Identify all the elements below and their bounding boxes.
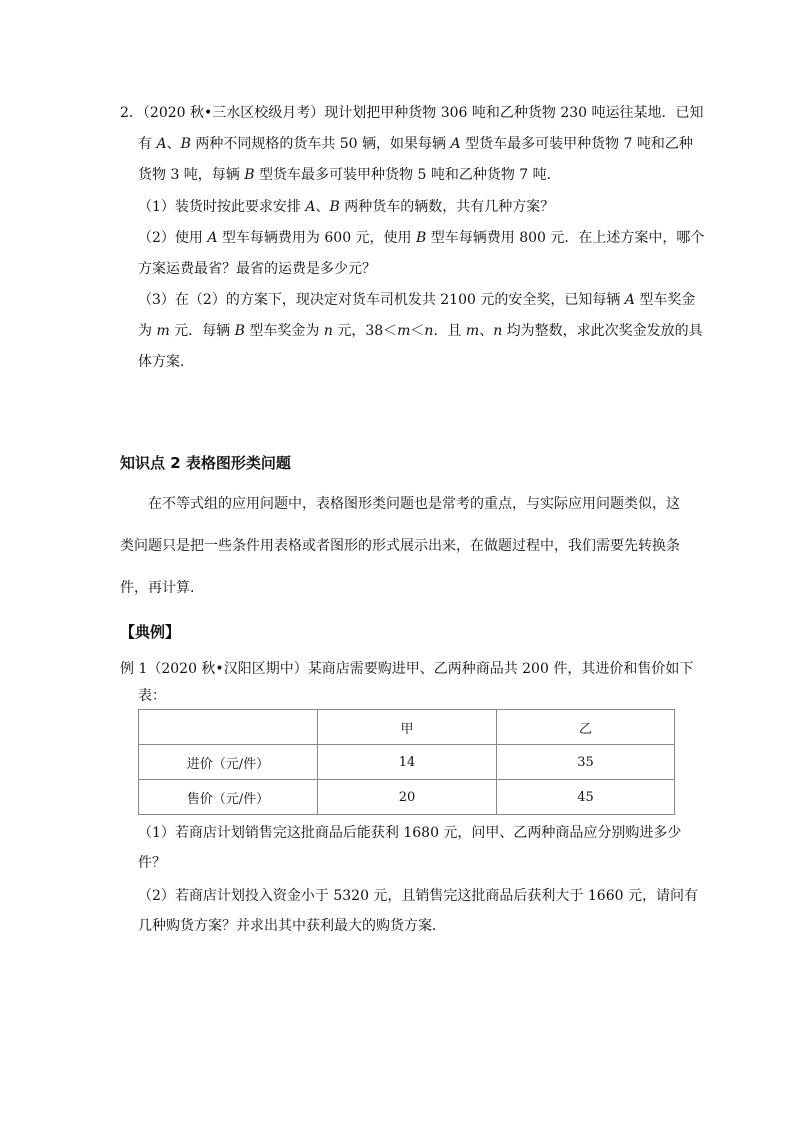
example1-question-2-cont: 几种购货方案？并求出其中获利最大的购货方案． [138,918,446,934]
price-table-row [139,780,675,815]
problem2-line-2: 有 A、B 两种不同规格的货车共 50 辆，如果每辆 A 型货车最多可装甲种货物 7 吨和乙种 [138,136,693,152]
price-table-header-empty [139,710,318,745]
problem2-question-2-cont: 方案运费最省？最省的运费是多少元？ [138,261,376,277]
price-table-cell: 20 [318,780,497,815]
problem2-question-3-cont: 为 m 元．每辆 B 型车奖金为 n 元，38＜m＜n．且 m、n 均为整数，求此次奖金发放的具 [138,323,703,339]
problem2-question-1: （1）装货时按此要求安排 A、B 两种货车的辆数，共有几种方案？ [138,199,555,215]
price-table-cell: 14 [318,745,497,780]
example1-question-2: （2）若商店计划投入资金小于 5320 元，且销售完这批商品后获利大于 1660 元，请问有 [138,888,698,904]
problem2-question-2: （2）使用 A 型车每辆费用为 600 元，使用 B 型车每辆费用 800 元．在上述方案中，哪个 [138,230,705,246]
example1-line-1: 例 1（2020 秋•汉阳区期中）某商店需要购进甲、乙两种商品共 200 件，其进价和售价如下 [120,661,694,677]
price-table-cell: 35 [497,745,675,780]
price-table-cell: 45 [497,780,675,815]
section-heading: 知识点 2 表格图形类问题 [120,454,291,472]
price-table-cell: 售价（元/件） [139,780,318,815]
price-table-header-jia: 甲 [318,710,497,745]
example1-question-1: （1）若商店计划销售完这批商品后能获利 1680 元，问甲、乙两种商品应分别购进多少 [138,825,682,841]
price-table-header-row [139,710,675,745]
problem2-question-3-end: 体方案． [138,354,194,370]
example-label: 【典例】 [120,623,181,641]
example1-line-2: 表： [138,688,166,704]
section-paragraph-line-1: 在不等式组的应用问题中，表格图形类问题也是常考的重点，与实际应用问题类似，这 [148,496,680,512]
section-paragraph-line-2: 类问题只是把一些条件用表格或者图形的形式展示出来，在做题过程中，我们需要先转换条 [120,538,680,554]
problem2-question-3: （3）在（2）的方案下，现决定对货车司机发共 2100 元的安全奖，已知每辆 A 型车奖金 [138,292,696,308]
price-table-cell: 进价（元/件） [139,745,318,780]
price-table [138,709,675,815]
price-table-header-yi: 乙 [497,710,675,745]
example1-question-1-cont: 件？ [138,855,166,871]
problem2-line-3: 货物 3 吨，每辆 B 型货车最多可装甲种货物 5 吨和乙种货物 7 吨． [138,167,561,183]
price-table-row [139,745,675,780]
problem2-line-1: 2．（2020 秋•三水区校级月考）现计划把甲种货物 306 吨和乙种货物 230 吨运往某地．已知 [120,105,704,121]
section-paragraph-line-3: 件，再计算. [120,580,195,596]
